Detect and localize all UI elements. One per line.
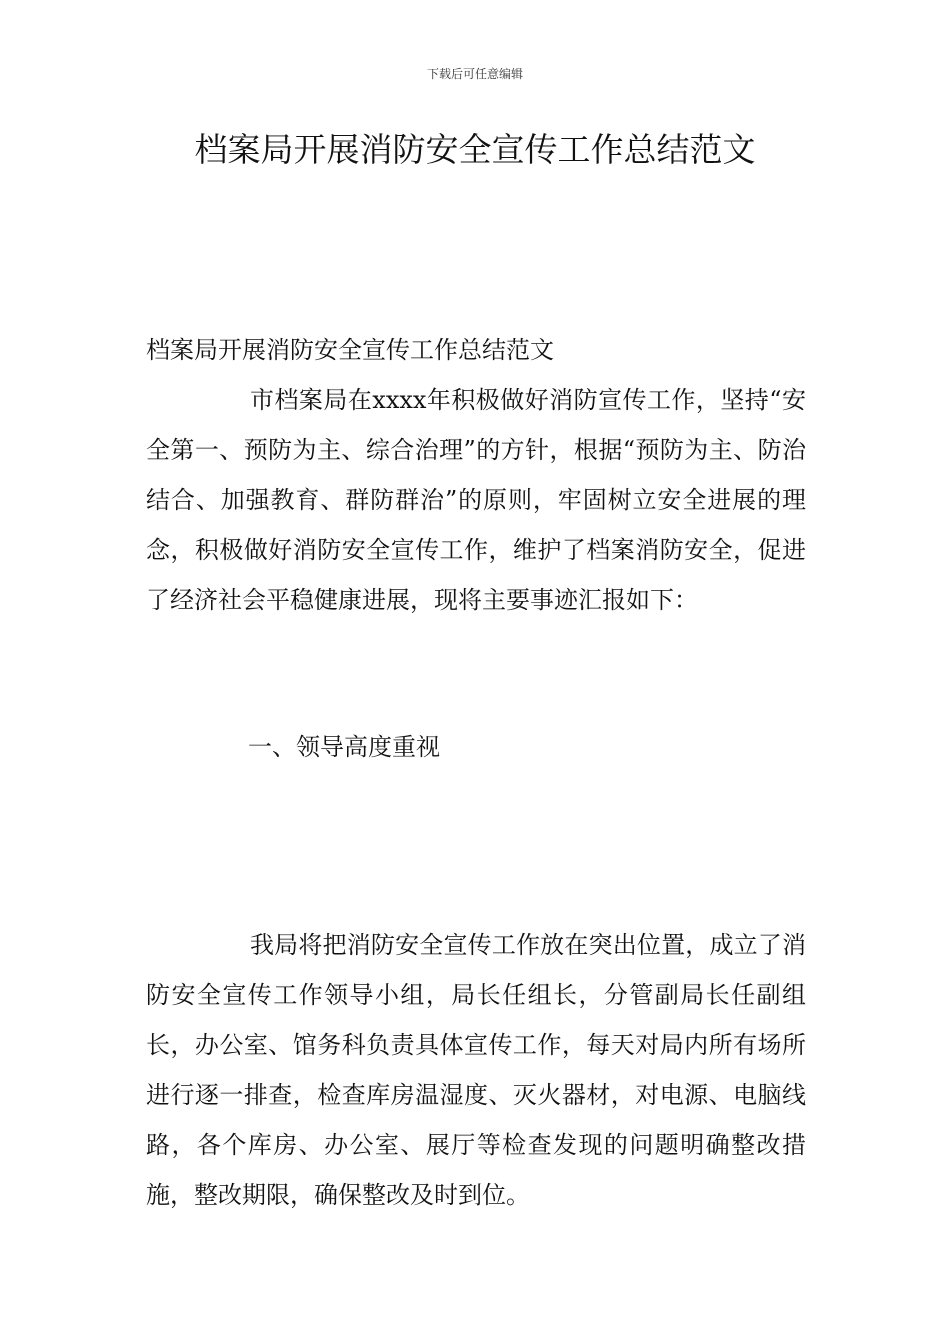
section-heading: 一、领导高度重视	[248, 733, 440, 761]
intro-paragraph: 市档案局在xxxx年积极做好消防宣传工作，坚持“安全第一、预防为主、综合治理”的方针，根据“预防为主、防治结合、加强教育、群防群治”的原则，牢固树立安全进展的理念，积极做好消防安全宣传工作，维护了档案消防安全，促进了经济社会平稳健康进展，现将主要事迹汇报如下：	[146, 386, 806, 614]
document-subtitle: 档案局开展消防安全宣传工作总结范文	[146, 336, 554, 364]
document-title: 档案局开展消防安全宣传工作总结范文	[194, 130, 756, 169]
section-paragraph: 我局将把消防安全宣传工作放在突出位置，成立了消防安全宣传工作领导小组，局长任组长，分管副局长任副组长，办公室、馆务科负责具体宣传工作，每天对局内所有场所进行逐一排查，检查库房温湿度、灭火器材，对电源、电脑线路，各个库房、办公室、展厅等检查发现的问题明确整改措施，整改期限，确保整改及时到位。	[146, 931, 806, 1209]
header-note: 下载后可任意编辑	[426, 67, 523, 81]
